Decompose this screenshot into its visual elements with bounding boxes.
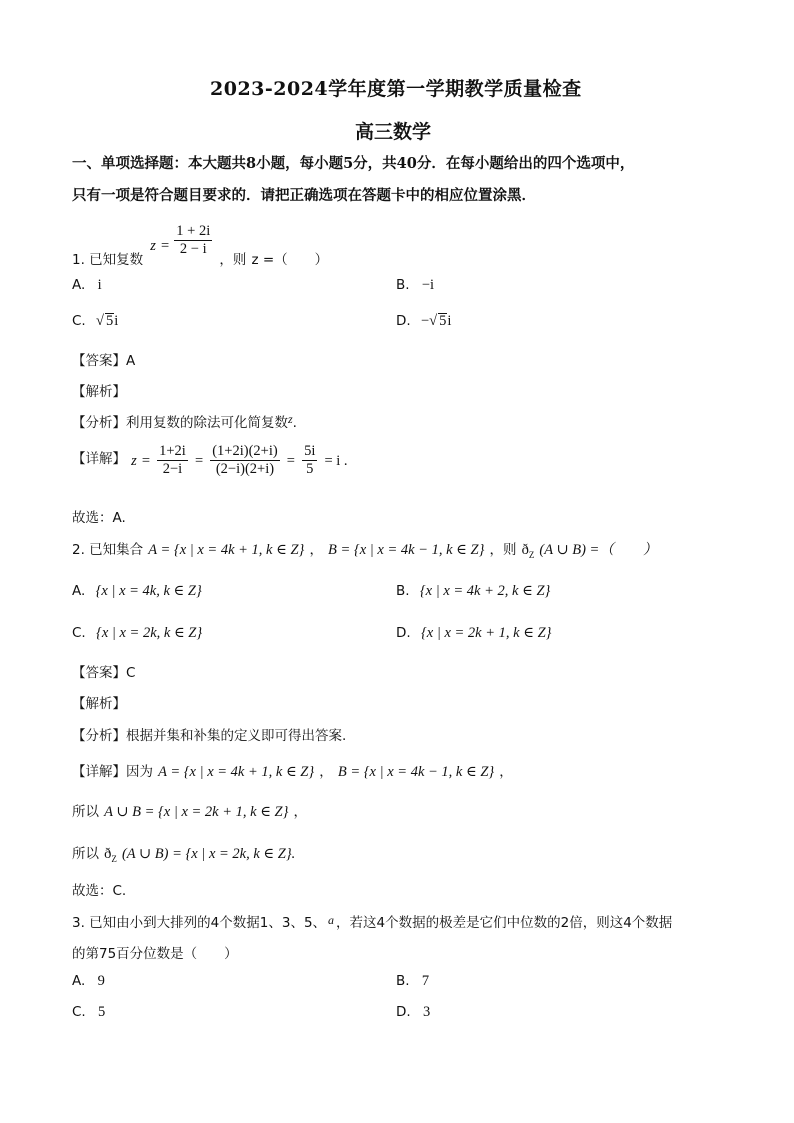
q3-option-c-label: C. <box>72 1004 86 1020</box>
q1-stem <box>72 216 329 268</box>
q3-var-a: a <box>328 913 335 927</box>
q1-detail-frac3-den: 5 <box>306 461 314 477</box>
q2-option-a-value: {x | x = 4k, k ∈ Z} <box>95 583 202 599</box>
q2-stem-end: (A ∪ B) =（ ） <box>539 542 658 558</box>
q1-option-c-label: C. <box>72 313 86 329</box>
q1-frac-num: 1 + 2i <box>176 223 211 239</box>
q1-option-d-value: −√ 5i <box>420 313 452 329</box>
q2-complement-sub: Z <box>528 550 535 561</box>
q2-detail-set-b: B = {x | x = 4k − 1, k ∈ Z} <box>337 764 495 780</box>
q2-fenxi: 【分析】根据并集和补集的定义即可得出答案. <box>72 728 347 744</box>
q1-detail-z: z <box>131 453 137 469</box>
q2-so1-expr: A ∪ B = {x | x = 2k + 1, k ∈ Z} <box>104 804 289 820</box>
q1-answer: 【答案】A <box>72 353 136 369</box>
q1-option-d <box>396 313 451 330</box>
q1-option-a <box>72 277 102 294</box>
q2-set-b: B = {x | x = 4k − 1, k ∈ Z} <box>328 542 485 558</box>
q1-option-a-label: A. <box>72 277 86 293</box>
q1-detail-end: = i . <box>324 453 348 469</box>
q2-analysis-heading: 【解析】 <box>72 696 126 712</box>
q2-so2-sub: Z <box>111 854 117 865</box>
q3-stem-pre: 3. 已知由小到大排列的4个数据1、3、5、 <box>72 915 327 931</box>
q2-option-c-value: {x | x = 2k, k ∈ Z} <box>96 625 203 641</box>
q2-option-a-label: A. <box>72 583 86 599</box>
q2-option-b-value: {x | x = 4k + 2, k ∈ Z} <box>419 583 551 599</box>
q2-stem <box>72 538 657 560</box>
q2-so1-label: 所以 <box>72 804 99 820</box>
q2-so2-label: 所以 <box>72 846 99 862</box>
q2-detail-label: 【详解】因为 <box>72 764 153 780</box>
page-subtitle: 高三数学 <box>355 121 432 143</box>
q1-detail-frac3-num: 5i <box>304 443 316 459</box>
q3-option-b-label: B. <box>396 973 410 989</box>
q1-stem-prefix: 1. 已知复数 <box>72 252 144 268</box>
q3-option-c <box>72 1004 105 1021</box>
q2-option-d-value: {x | x = 2k + 1, k ∈ Z} <box>420 625 552 641</box>
q3-stem-line2: 的第75百分位数是（ ） <box>72 946 238 962</box>
q2-stem-prefix: 2. 已知集合 <box>72 542 144 558</box>
q3-option-a-label: A. <box>72 973 86 989</box>
q1-detail-frac2-num: (1+2i)(2+i) <box>212 443 278 459</box>
q3-option-d-value: 3 <box>422 1004 431 1020</box>
q1-detail-frac2 <box>210 443 279 478</box>
q2-option-c-label: C. <box>72 625 86 641</box>
q2-so2-expr: (A ∪ B) = {x | x = 2k, k ∈ Z}. <box>121 846 296 862</box>
q1-option-d-radicand: 5 <box>439 313 447 329</box>
q2-option-d-label: D. <box>396 625 411 641</box>
q1-detail-frac3 <box>302 443 317 478</box>
q1-stem-end: z =（ ） <box>251 252 329 268</box>
q1-fenxi-z: z <box>288 412 293 426</box>
q1-fraction <box>174 223 212 258</box>
q3-option-a <box>72 973 105 990</box>
q2-detail-comma: ， <box>319 764 333 780</box>
q1-option-d-minus: − <box>420 313 430 329</box>
q1-option-b <box>396 277 434 294</box>
q1-option-c-value: √ 5i <box>96 313 119 329</box>
q2-so1-end: ， <box>293 804 308 820</box>
q2-option-b-label: B. <box>396 583 410 599</box>
q3-option-b-value: 7 <box>421 973 430 989</box>
q1-option-c-i: i <box>114 313 119 329</box>
q3-stem-post: ，若这4个数据的极差是它们中位数的2倍，则这4个数据 <box>336 915 673 931</box>
q2-so2 <box>72 842 295 864</box>
q3-stem-line1 <box>72 911 672 931</box>
q1-detail-frac2-den: (2−i)(2+i) <box>215 461 275 477</box>
q1-detail-frac1 <box>157 443 188 478</box>
q2-detail-set-a: A = {x | x = 4k + 1, k ∈ Z} <box>158 764 315 780</box>
q2-detail: 【详解】因为 A = {x | x = 4k + 1, k ∈ Z} ， B = {x | x = 4k − 1, k ∈ Z} ， <box>72 764 513 780</box>
q2-option-d <box>396 625 551 642</box>
q1-option-b-label: B. <box>396 277 410 293</box>
q1-detail-frac1-den: 2−i <box>162 461 183 477</box>
q2-answer: 【答案】C <box>72 665 136 681</box>
q2-so1 <box>72 800 307 821</box>
q1-option-b-value: −i <box>421 277 435 293</box>
q2-set-a: A = {x | x = 4k + 1, k ∈ Z} <box>148 542 305 558</box>
q1-analysis-heading: 【解析】 <box>72 384 126 400</box>
q1-stem-mid: ，则 <box>219 252 247 268</box>
q2-so2-complement: ð <box>104 846 112 862</box>
q2-stem-mid: ，则 <box>489 542 517 558</box>
q3-option-d-label: D. <box>396 1004 411 1020</box>
q1-fenxi-end: . <box>292 415 297 431</box>
q3-option-a-value: 9 <box>97 973 105 989</box>
q1-eq: = <box>161 238 170 254</box>
q3-option-d <box>396 1004 430 1021</box>
section-heading-line1: 一、单项选择题：本大题共8小题，每小题5分，共40分．在每小题给出的四个选项中， <box>72 155 635 172</box>
q3-option-c-value: 5 <box>98 1004 106 1020</box>
q1-option-a-value: i <box>97 277 102 293</box>
q2-complement: ð <box>521 542 529 558</box>
q1-option-c-radicand: 5 <box>105 313 114 329</box>
q1-detail: 【详解】 z = $\frac{1+2i}{2-i}$ = $\frac{(1+2i)(2+i)}{(2-i)(2+i)}$ = $\frac{5i}{5}$ = i . <box>72 443 348 477</box>
q1-frac-den: 2 − i <box>179 241 207 257</box>
q1-option-d-i: i <box>447 313 452 329</box>
q1-fenxi <box>72 411 297 431</box>
q1-detail-frac1-num: 1+2i <box>159 443 186 459</box>
q1-option-d-label: D. <box>396 313 411 329</box>
q2-option-c <box>72 625 202 642</box>
section-heading-line2: 只有一项是符合题目要求的．请把正确选项在答题卡中的相应位置涂黑． <box>72 187 536 204</box>
q2-option-a <box>72 583 202 600</box>
q1-option-c <box>72 313 118 330</box>
q1-detail-label: 【详解】 <box>72 451 126 467</box>
q1-fenxi-text: 【分析】利用复数的除法可化简复数 <box>72 415 288 431</box>
q2-choice: 故选：C. <box>72 883 127 899</box>
q1-choice: 故选：A. <box>72 510 126 526</box>
q2-sep: ， <box>309 542 323 558</box>
q1-var-z: z <box>150 238 156 254</box>
q2-option-b <box>396 583 550 600</box>
q3-option-b <box>396 973 429 990</box>
page-title: 2023-2024学年度第一学期教学质量检查 <box>210 78 582 100</box>
